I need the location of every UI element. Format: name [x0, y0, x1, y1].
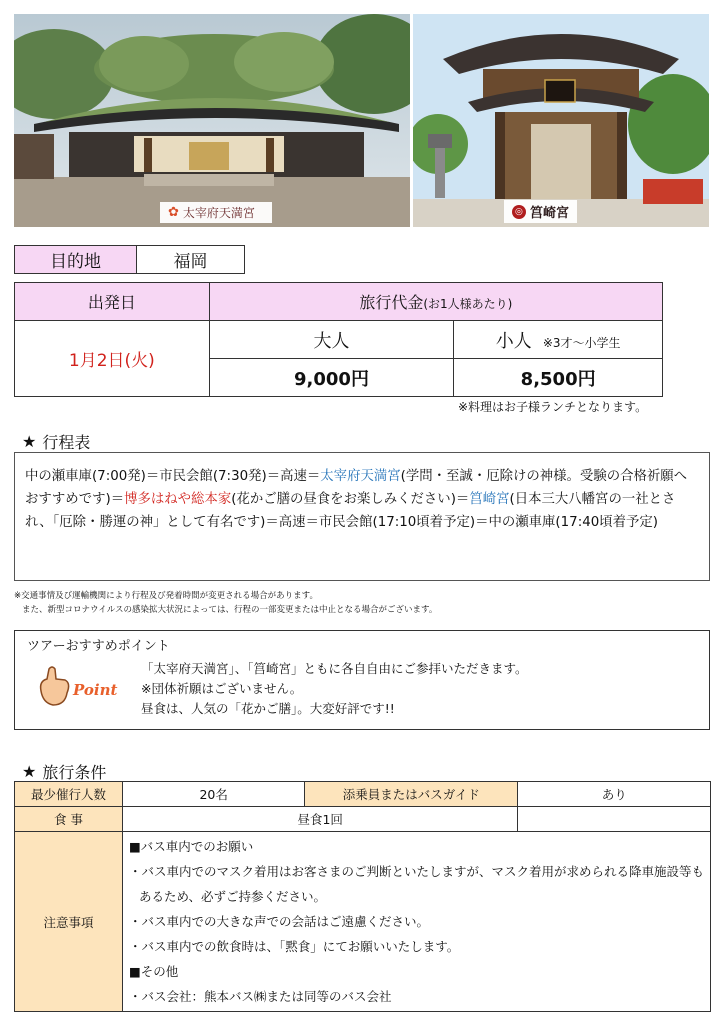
notes-content [122, 832, 710, 1012]
tour-point-title: ツアーおすすめポイント [27, 639, 170, 654]
note-line-3: あるため、必ずご持参ください。 [138, 889, 326, 904]
fine-print-1: ※交通事情及び運輸機関により行程及び発着時間が変更される場合があります。 [14, 591, 318, 601]
fare-header-note: (お1人様あたり) [423, 297, 513, 311]
note-line-7: ・バス会社：熊本バス㈱または同等のバス会社 [128, 989, 392, 1004]
star-icon: ★ [22, 762, 37, 781]
meal-note: ※料理はお子様ランチとなります。 [458, 400, 648, 414]
min-participants-value: 20名 [122, 782, 304, 807]
tour-point-line-2: ※団体祈願はございません。 [141, 681, 303, 696]
itinerary-part-1: 中の瀬車庫(7:00発)＝市民会館(7:30発)＝高速＝ [25, 469, 321, 484]
destination-label: 目的地 [14, 245, 137, 274]
fine-print-2: また、新型コロナウイルスの感染拡大状況によっては、行程の一部変更または中止となる場合がございます。 [22, 605, 438, 615]
note-line-6: ■その他 [128, 964, 179, 979]
tour-point-line-3: 昼食は、人気の「花かご膳」。大変好評です!! [141, 701, 395, 716]
child-age-note: ※3才～小学生 [542, 335, 621, 350]
departure-date-header: 出発日 [15, 283, 210, 321]
hakozaki-photo [413, 14, 709, 227]
crest-icon: ◎ [512, 205, 526, 219]
itinerary-part-4: (日本三大八幡宮の一社とされ、「厄除・勝運の神」として有名です)＝高速＝市民会館(17:10頃着予定)＝中の瀬車庫(17:40頃着予定) [25, 492, 676, 530]
guide-label: 添乗員またはバスガイド [305, 782, 518, 807]
price-table [14, 282, 663, 397]
plum-blossom-icon: ✿ [168, 205, 179, 220]
itinerary-title [22, 430, 90, 453]
pointing-hand-icon [35, 663, 135, 713]
conditions-table [14, 781, 711, 1012]
child-price: 8,500円 [454, 359, 663, 397]
itinerary-box [14, 452, 710, 581]
child-label: 小人 [495, 330, 532, 352]
note-line-2: ・バス車内でのマスク着用はお客さまのご判断といたしますが、マスク着用が求められる降車施設等も [128, 864, 704, 879]
hakozaki-shrine-image [413, 14, 709, 227]
destination-value: 福岡 [136, 245, 245, 274]
fare-header [209, 283, 662, 321]
child-label-cell [454, 321, 663, 359]
notes-label: 注意事項 [15, 832, 123, 1012]
note-line-4: ・バス車内での大きな声での会話はご遠慮ください。 [128, 914, 429, 929]
conditions-title [22, 760, 106, 783]
conditions-title-text: 旅行条件 [42, 763, 107, 782]
itinerary-part-2: (学問・至誠・厄除けの神様。受験の合格祈願へおすすめです)＝ [25, 469, 688, 507]
guide-value: あり [518, 782, 711, 807]
itinerary-stop-hakata: 博多はねや総本家 [124, 492, 232, 507]
tour-point-lines [141, 659, 528, 719]
dazaifu-caption-text: 太宰府天満宮 [182, 206, 255, 220]
dazaifu-photo [14, 14, 410, 227]
itinerary-stop-dazaifu: 太宰府天満宮 [320, 469, 401, 484]
dazaifu-shrine-image [14, 14, 410, 227]
star-icon: ★ [22, 432, 37, 451]
hakozaki-caption [504, 200, 577, 223]
meal-label: 食 事 [15, 807, 123, 832]
departure-date: 1月2日(火) [15, 321, 210, 397]
tour-point-box [14, 630, 710, 730]
adult-label: 大人 [209, 321, 454, 359]
meal-empty-cell [518, 807, 711, 832]
note-line-5: ・バス車内での飲食時は、「黙食」にてお願いいたします。 [128, 939, 460, 954]
itinerary-title-text: 行程表 [42, 433, 91, 452]
itinerary-stop-hakozaki: 筥崎宮 [469, 492, 510, 507]
hakozaki-caption-text: 筥崎宮 [529, 206, 569, 221]
fare-header-text: 旅行代金 [359, 293, 424, 312]
dazaifu-caption [160, 202, 272, 223]
meal-value: 昼食1回 [122, 807, 517, 832]
point-logo-text: Point [73, 681, 118, 699]
adult-price: 9,000円 [209, 359, 454, 397]
min-participants-label: 最少催行人数 [15, 782, 123, 807]
note-line-1: ■バス車内でのお願い [128, 839, 254, 854]
tour-point-line-1: 「太宰府天満宮」、「筥崎宮」ともに各自自由にご参拝いただきます。 [141, 661, 528, 676]
itinerary-part-3: (花かご膳の昼食をお楽しみください)＝ [231, 492, 470, 507]
